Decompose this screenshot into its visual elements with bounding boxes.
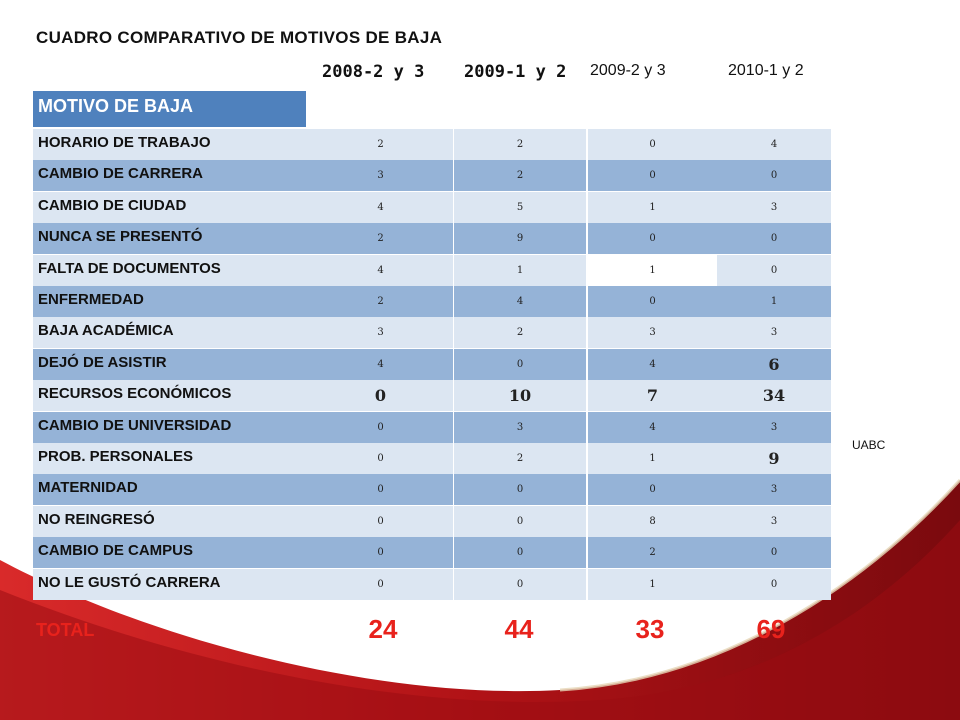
table-cell: 2	[308, 223, 453, 254]
table-cell: 9	[454, 223, 586, 254]
table-cell: 0	[454, 537, 586, 568]
table-cell: 2	[454, 443, 586, 474]
table-cell: 0	[308, 474, 453, 505]
table-cell: 1	[588, 443, 717, 474]
table-cell: 0	[308, 569, 453, 600]
row-label: HORARIO DE TRABAJO	[33, 129, 308, 160]
row-label: NUNCA SE PRESENTÓ	[33, 223, 308, 254]
table-cell: 10	[454, 380, 586, 411]
table-cell: 4	[588, 349, 717, 380]
column-header-4: 2010-1 y 2	[728, 62, 804, 79]
row-label: FALTA DE DOCUMENTOS	[33, 255, 308, 286]
table-cell: 2	[308, 129, 453, 160]
table-cell: 4	[588, 412, 717, 443]
row-label: ENFERMEDAD	[33, 286, 308, 317]
table-cell: 0	[454, 506, 586, 537]
table-cell: 0	[454, 349, 586, 380]
table-cell: 0	[308, 412, 453, 443]
table-cell: 0	[308, 537, 453, 568]
table-row	[33, 223, 831, 254]
total-value: 69	[756, 614, 786, 644]
table-cell: 7	[588, 380, 717, 411]
table-cell: 2	[454, 129, 586, 160]
table-cell: 5	[454, 192, 586, 223]
table-cell: 34	[717, 380, 831, 411]
table-cell: 3	[308, 160, 453, 191]
column-header-1: 2008-2 y 3	[322, 62, 425, 82]
table-row	[33, 474, 831, 505]
row-label: CAMBIO DE CAMPUS	[33, 537, 308, 568]
total-value: 44	[504, 614, 534, 644]
table-cell: 3	[717, 192, 831, 223]
table-row	[33, 317, 831, 348]
table-row	[33, 349, 831, 380]
table-cell: 2	[454, 160, 586, 191]
table-cell: 0	[588, 474, 717, 505]
table-row	[33, 129, 831, 160]
row-label: BAJA ACADÉMICA	[33, 317, 308, 348]
table-row	[33, 160, 831, 191]
table-cell: 1	[588, 255, 717, 286]
row-label: MATERNIDAD	[33, 474, 308, 505]
table-cell: 1	[717, 286, 831, 317]
table-cell: 4	[308, 192, 453, 223]
table-cell: 0	[308, 380, 453, 411]
table-cell: 0	[588, 286, 717, 317]
table-row	[33, 506, 831, 537]
table-cell: 0	[717, 569, 831, 600]
table-cell: 1	[454, 255, 586, 286]
motivo-header: MOTIVO DE BAJA	[33, 91, 306, 127]
table-cell: 6	[717, 349, 831, 380]
table-cell: 1	[588, 569, 717, 600]
table-row	[33, 380, 831, 411]
page-title: CUADRO COMPARATIVO DE MOTIVOS DE BAJA	[36, 28, 443, 47]
total-value: 33	[635, 614, 665, 644]
row-label: NO REINGRESÓ	[33, 506, 308, 537]
table-cell: 0	[717, 255, 831, 286]
table-cell: 9	[717, 443, 831, 474]
table-cell: 0	[588, 223, 717, 254]
table-cell: 0	[308, 506, 453, 537]
table-cell: 3	[588, 317, 717, 348]
total-label: TOTAL	[36, 620, 95, 640]
table-cell: 3	[717, 317, 831, 348]
table-cell: 0	[588, 129, 717, 160]
table-row	[33, 443, 831, 474]
table-cell: 4	[454, 286, 586, 317]
row-label: CAMBIO DE CIUDAD	[33, 192, 308, 223]
table-cell: 4	[308, 255, 453, 286]
table-row	[33, 286, 831, 317]
table-cell: 4	[717, 129, 831, 160]
row-label: CAMBIO DE UNIVERSIDAD	[33, 412, 308, 443]
table-cell: 3	[717, 412, 831, 443]
table-row	[33, 255, 831, 286]
total-value: 24	[368, 614, 398, 644]
table-cell: 2	[308, 286, 453, 317]
table-row	[33, 537, 831, 568]
row-label: NO LE GUSTÓ CARRERA	[33, 569, 308, 600]
row-label: DEJÓ DE ASISTIR	[33, 349, 308, 380]
row-label: RECURSOS ECONÓMICOS	[33, 380, 308, 411]
table-row	[33, 192, 831, 223]
table-cell: 0	[717, 537, 831, 568]
table-cell: 0	[717, 223, 831, 254]
row-label: CAMBIO DE CARRERA	[33, 160, 308, 191]
table-cell: 3	[717, 474, 831, 505]
table-cell: 0	[454, 474, 586, 505]
table-row	[33, 412, 831, 443]
table-cell: 8	[588, 506, 717, 537]
table-cell: 2	[588, 537, 717, 568]
table-cell: 2	[454, 317, 586, 348]
side-note: UABC	[852, 438, 886, 452]
table-row	[33, 569, 831, 600]
table-cell: 1	[588, 192, 717, 223]
table-cell: 0	[588, 160, 717, 191]
row-label: PROB. PERSONALES	[33, 443, 308, 474]
table-cell: 3	[454, 412, 586, 443]
table-cell: 0	[454, 569, 586, 600]
table-cell: 0	[308, 443, 453, 474]
table-cell: 3	[308, 317, 453, 348]
column-header-2: 2009-1 y 2	[464, 62, 567, 82]
table-cell: 4	[308, 349, 453, 380]
table-cell: 3	[717, 506, 831, 537]
table-cell: 0	[717, 160, 831, 191]
column-header-3: 2009-2 y 3	[590, 62, 666, 79]
